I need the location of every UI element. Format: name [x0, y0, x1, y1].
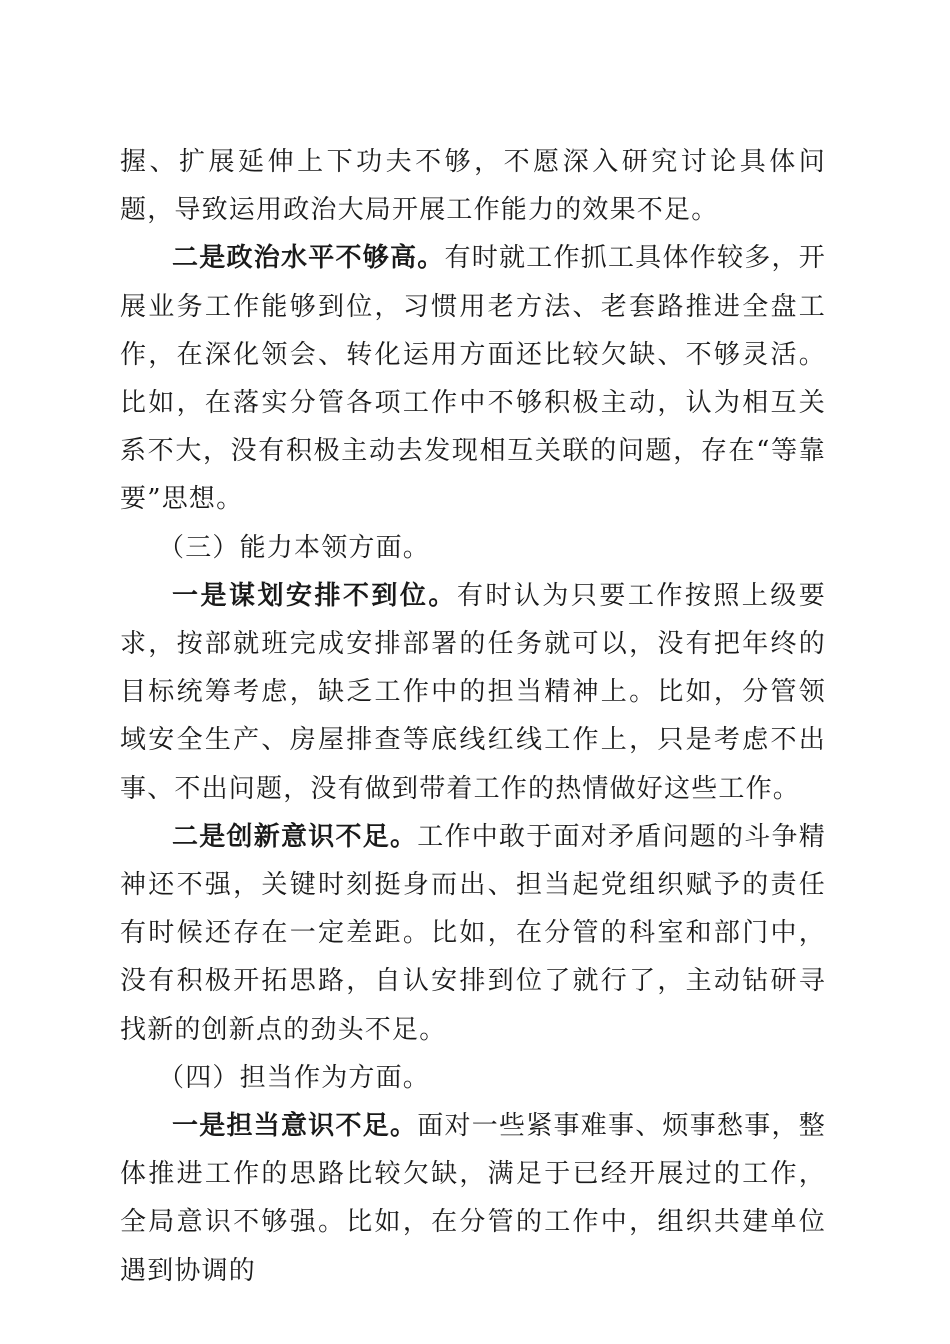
paragraph-political-level: [120, 234, 826, 523]
paragraph-text: 面对一些紧事难事、烦事愁事，整体推进工作的思路比较欠缺，满足于已经开展过的工作，全局意识不够强。比如，在分管的工作中，组织共建单位遇到协调的: [120, 1111, 826, 1286]
section-heading-responsibility: （四）担当作为方面。: [158, 1062, 431, 1093]
paragraph-lead: 一是谋划安排不到位。: [172, 580, 457, 611]
paragraph-text: 握、扩展延伸上下功夫不够，不愿深入研究讨论具体问题，导致运用政治大局开展工作能力的效果不足。: [120, 147, 826, 226]
document-body: [120, 138, 826, 1295]
paragraph-text: 有时认为只要工作按照上级要求，按部就班完成安排部署的任务就可以，没有把年终的目标统筹考虑，缺乏工作中的担当精神上。比如，分管领域安全生产、房屋排查等底线红线工作上，只是考虑不出事、不出问题，没有做到带着工作的热情做好这些工作。: [120, 580, 826, 804]
paragraph-lead: 二是政治水平不够高。: [172, 243, 445, 274]
paragraph-text: 工作中敢于面对矛盾问题的斗争精神还不强，关键时刻挺身而出、担当起党组织赋予的责任有时候还存在一定差距。比如，在分管的科室和部门中，没有积极开拓思路，自认安排到位了就行了，主动钻研寻找新的创新点的劲头不足。: [120, 821, 826, 1045]
paragraph-innovation: [120, 813, 826, 1054]
paragraph-responsibility-awareness: [120, 1102, 826, 1295]
paragraph-lead: 一是担当意识不足。: [172, 1111, 418, 1142]
paragraph-lead: 二是创新意识不足。: [172, 821, 418, 852]
section-heading-ability: （三）能力本领方面。: [158, 532, 431, 563]
paragraph-planning: [120, 572, 826, 813]
paragraph-text: 有时就工作抓工具体作较多，开展业务工作能够到位，习惯用老方法、老套路推进全盘工作，在深化领会、转化运用方面还比较欠缺、不够灵活。比如，在落实分管各项工作中不够积极主动，认为相互关系不大，没有积极主动去发现相互关联的问题，存在“等靠要”思想。: [120, 243, 826, 515]
paragraph-continuation: [120, 138, 826, 234]
